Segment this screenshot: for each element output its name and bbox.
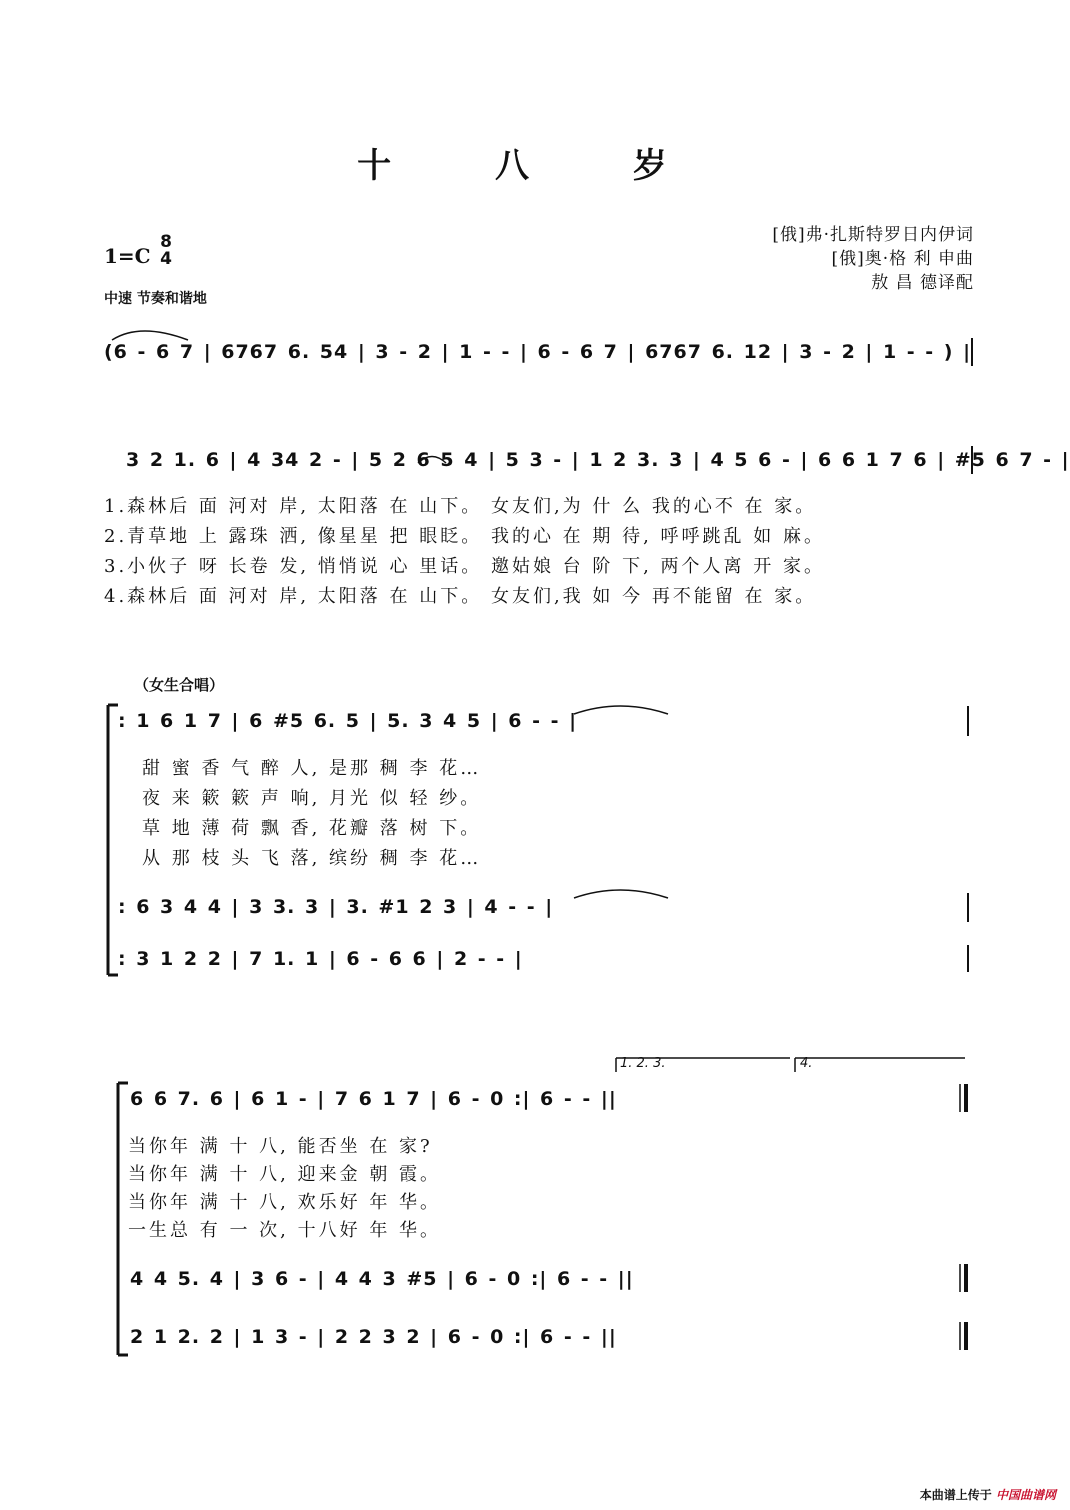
- ending-lyric-2: 当你年 满 十 八, 迎来金 朝 霞。: [128, 1164, 442, 1185]
- verse-lyric-3: 3.小伙子 呀 长卷 发, 悄悄说 心 里话。 邀姑娘 台 阶 下, 两个人离 开 家。: [104, 556, 825, 577]
- composer-credit: [俄]奥·格 利 申曲: [831, 249, 974, 269]
- ending-lyric-1: 当你年 满 十 八, 能否坐 在 家?: [128, 1136, 433, 1157]
- key-signature: 1=C: [104, 244, 151, 268]
- ending-lower-voice: 2 1 2. 2 | 1 3 - | 2 2 3 2 | 6 - 0 :| 6 - - ||: [130, 1326, 617, 1348]
- chorus-label: （女生合唱）: [134, 676, 225, 694]
- ending-upper-voice: 6 6 7. 6 | 6 1 - | 7 6 1 7 | 6 - 0 :| 6 - - ||: [130, 1088, 617, 1110]
- chorus-lyric-2: 夜 来 簌 簌 声 响, 月光 似 轻 纱。: [142, 788, 482, 809]
- page-title: 十 八 岁: [357, 146, 713, 186]
- verse-lyric-2: 2.青草地 上 露珠 洒, 像星星 把 眼眨。 我的心 在 期 待, 呼呼跳乱 如 麻。: [104, 526, 825, 547]
- volta-second-ending: 4.: [800, 1056, 813, 1071]
- ending-middle-voice: 4 4 5. 4 | 3 6 - | 4 4 3 #5 | 6 - 0 :| 6 - - ||: [130, 1268, 634, 1290]
- tempo-marking: 中速 节奏和谐地: [104, 291, 207, 307]
- chorus-lyric-3: 草 地 薄 荷 飘 香, 花瓣 落 树 下。: [142, 818, 482, 839]
- chorus-lyric-4: 从 那 枝 头 飞 落, 缤纷 稠 李 花…: [142, 848, 482, 869]
- ending-lyric-3: 当你年 满 十 八, 欢乐好 年 华。: [128, 1192, 442, 1213]
- footer-credit: [920, 1486, 1056, 1503]
- ending-lyric-4: 一生总 有 一 次, 十八好 年 华。: [128, 1220, 442, 1241]
- chorus-lower-voice: : 3 1 2 2 | 7 1. 1 | 6 - 6 6 | 2 - - |: [118, 948, 523, 970]
- chorus-middle-voice: : 6 3 4 4 | 3 3. 3 | 3. #1 2 3 | 4 - - |: [118, 896, 554, 918]
- time-signature-bottom: 4: [160, 249, 172, 269]
- site-logo: 中国曲谱网: [995, 1488, 1056, 1502]
- verse-lyric-1: 1.森林后 面 河对 岸, 太阳落 在 山下。 女友们,为 什 么 我的心不 在 家。: [104, 496, 817, 517]
- footer-text: 本曲谱上传于: [919, 1488, 992, 1502]
- verse-lyric-4: 4.森林后 面 河对 岸, 太阳落 在 山下。 女友们,我 如 今 再不能留 在 家。: [104, 586, 817, 607]
- chorus-upper-voice: : 1 6 1 7 | 6 #5 6. 5 | 5. 3 4 5 | 6 - - |: [118, 710, 578, 732]
- translator-credit: 敖 昌 德译配: [871, 273, 974, 293]
- time-signature-top: 8: [160, 232, 172, 252]
- lyricist-credit: [俄]弗·扎斯特罗日内伊词: [772, 225, 974, 245]
- chorus-lyric-1: 甜 蜜 香 气 醉 人, 是那 稠 李 花…: [142, 758, 482, 779]
- volta-first-ending: 1. 2. 3.: [620, 1056, 666, 1071]
- time-signature: [158, 234, 174, 268]
- verse-melody: 3 2 1. 6 | 4 34 2 - | 5 2 6 5 4 | 5 3 - | 1 2 3. 3 | 4 5 6 - | 6 6 1 7 6 | #5 6 7 - |: [126, 449, 1070, 471]
- intro-notation: (6 - 6 7 | 6767 6. 54 | 3 - 2 | 1 - - | 6 - 6 7 | 6767 6. 12 | 3 - 2 | 1 - - ) |: [104, 341, 972, 363]
